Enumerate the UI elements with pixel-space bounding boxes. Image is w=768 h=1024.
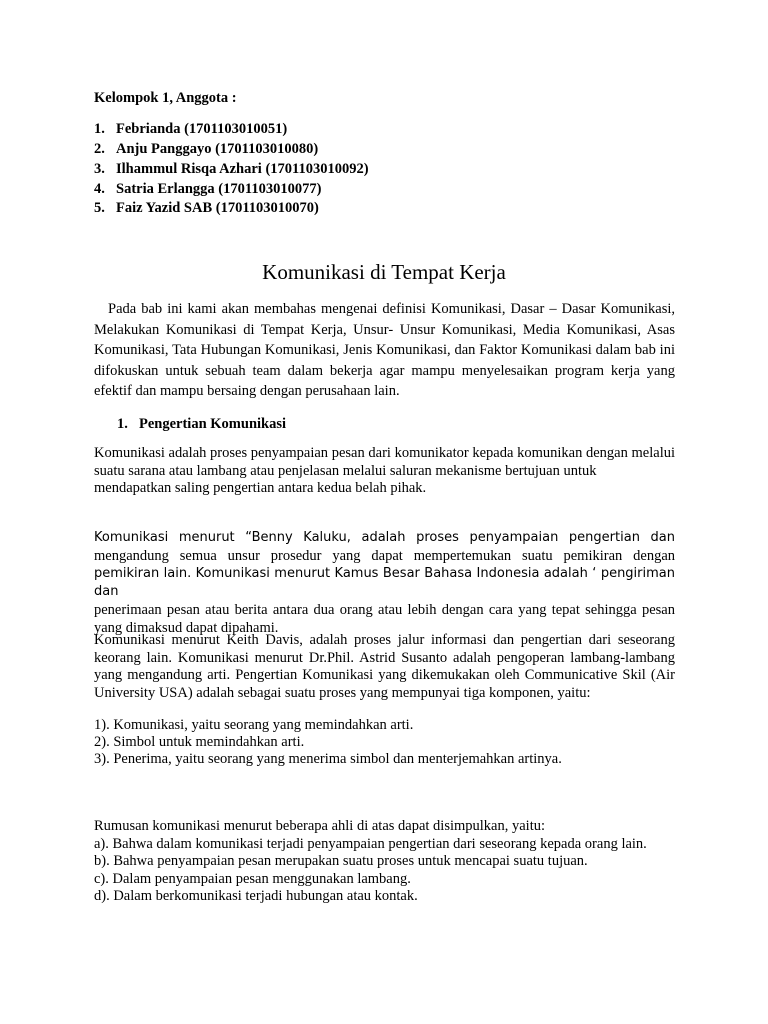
member-number: 5. — [94, 200, 105, 216]
paragraph-line: pemikiran lain. Komunikasi menurut Kamus Besar Bahasa Indonesia adalah ‘ pengiriman dan — [94, 566, 675, 599]
summary-item: b). Bahwa penyampaian pesan merupakan suatu proses untuk mencapai suatu tujuan. — [94, 853, 588, 869]
member-number: 3. — [94, 161, 105, 177]
member-name: Satria Erlangga (1701103010077) — [116, 181, 322, 197]
summary-item: d). Dalam berkomunikasi terjadi hubungan atau kontak. — [94, 888, 418, 904]
definition-text-end: mendapatkan saling pengertian antara kedua belah pihak. — [94, 480, 427, 496]
member-item — [94, 160, 369, 178]
definition-paragraph — [94, 445, 675, 498]
member-number: 4. — [94, 181, 105, 197]
keith-davis-paragraph: Komunikasi menurut Keith Davis, adalah proses jalur informasi dan pengertian dari seseorang keorang lain. Komunikasi menurut Dr.Phil. Astrid Susanto adalah pengoperan lambang-lambang yang mengandung arti. Pengertian Komunikasi yang dikemukakan oleh Communicative Skil (Air University USA) adalah sebagai suatu proses yang mempunyai tiga komponen, yaitu: — [94, 632, 675, 701]
member-number: 2. — [94, 141, 105, 157]
paragraph-line: penerimaan pesan atau berita antara dua orang atau lebih dengan cara yang tepat sehingga pesan yang dimaksud dapat dipahami. — [94, 602, 675, 636]
section-number: 1. — [117, 416, 128, 432]
summary-item: c). Dalam penyampaian pesan menggunakan lambang. — [94, 870, 411, 887]
member-name: Faiz Yazid SAB (1701103010070) — [116, 200, 319, 216]
benny-kaluku-paragraph — [94, 529, 675, 637]
member-number: 1. — [94, 121, 105, 137]
member-name: Anju Panggayo (1701103010080) — [116, 141, 319, 157]
paragraph-line: mengandung semua unsur prosedur yang dapat mempertemukan suatu pemikiran dengan — [94, 548, 675, 564]
component-item: 3). Penerima, yaitu seorang yang menerima simbol dan menterjemahkan artinya. — [94, 751, 562, 767]
definition-text: Komunikasi adalah proses penyampaian pesan dari komunikator kepada komunikan dengan melalui suatu sarana atau lambang atau penjelasan melalui saluran mekanisme bertujuan untuk — [94, 445, 675, 479]
component-item: 1). Komunikasi, yaitu seorang yang memindahkan arti. — [94, 717, 414, 733]
member-name: Ilhammul Risqa Azhari (1701103010092) — [116, 161, 369, 177]
section-heading — [117, 415, 286, 433]
member-item — [94, 140, 318, 158]
member-item — [94, 199, 319, 217]
summary-intro: Rumusan komunikasi menurut beberapa ahli di atas dapat disimpulkan, yaitu: — [94, 818, 546, 834]
member-item — [94, 120, 287, 138]
document-title: Komunikasi di Tempat Kerja — [262, 260, 506, 284]
member-name: Febrianda (1701103010051) — [116, 121, 288, 137]
summary-paragraph — [94, 818, 675, 906]
section-title: Pengertian Komunikasi — [139, 416, 287, 432]
member-item — [94, 180, 321, 198]
paragraph-line: Komunikasi menurut “Benny Kaluku, adalah proses penyampaian pengertian dan — [94, 530, 675, 545]
summary-item: a). Bahwa dalam komunikasi terjadi penyampaian pengertian dari seseorang kepada orang lain. — [94, 835, 647, 852]
component-item: 2). Simbol untuk memindahkan arti. — [94, 734, 305, 750]
group-title: Kelompok 1, Anggota : — [94, 90, 237, 106]
intro-paragraph: Pada bab ini kami akan membahas mengenai definisi Komunikasi, Dasar – Dasar Komunikasi, Melakukan Komunikasi di Tempat Kerja, Unsur- Unsur Komunikasi, Media Komunikasi, Asas Komunikasi, Tata Hubungan Komunikasi, Jenis Komunikasi, dan Faktor Komunikasi dalam bab ini difokuskan untuk sebuah team dalam bekerja agar mampu menyelesaikan program kerja yang efektif dan mampu bersaing dengan perusahaan lain. — [94, 301, 675, 399]
